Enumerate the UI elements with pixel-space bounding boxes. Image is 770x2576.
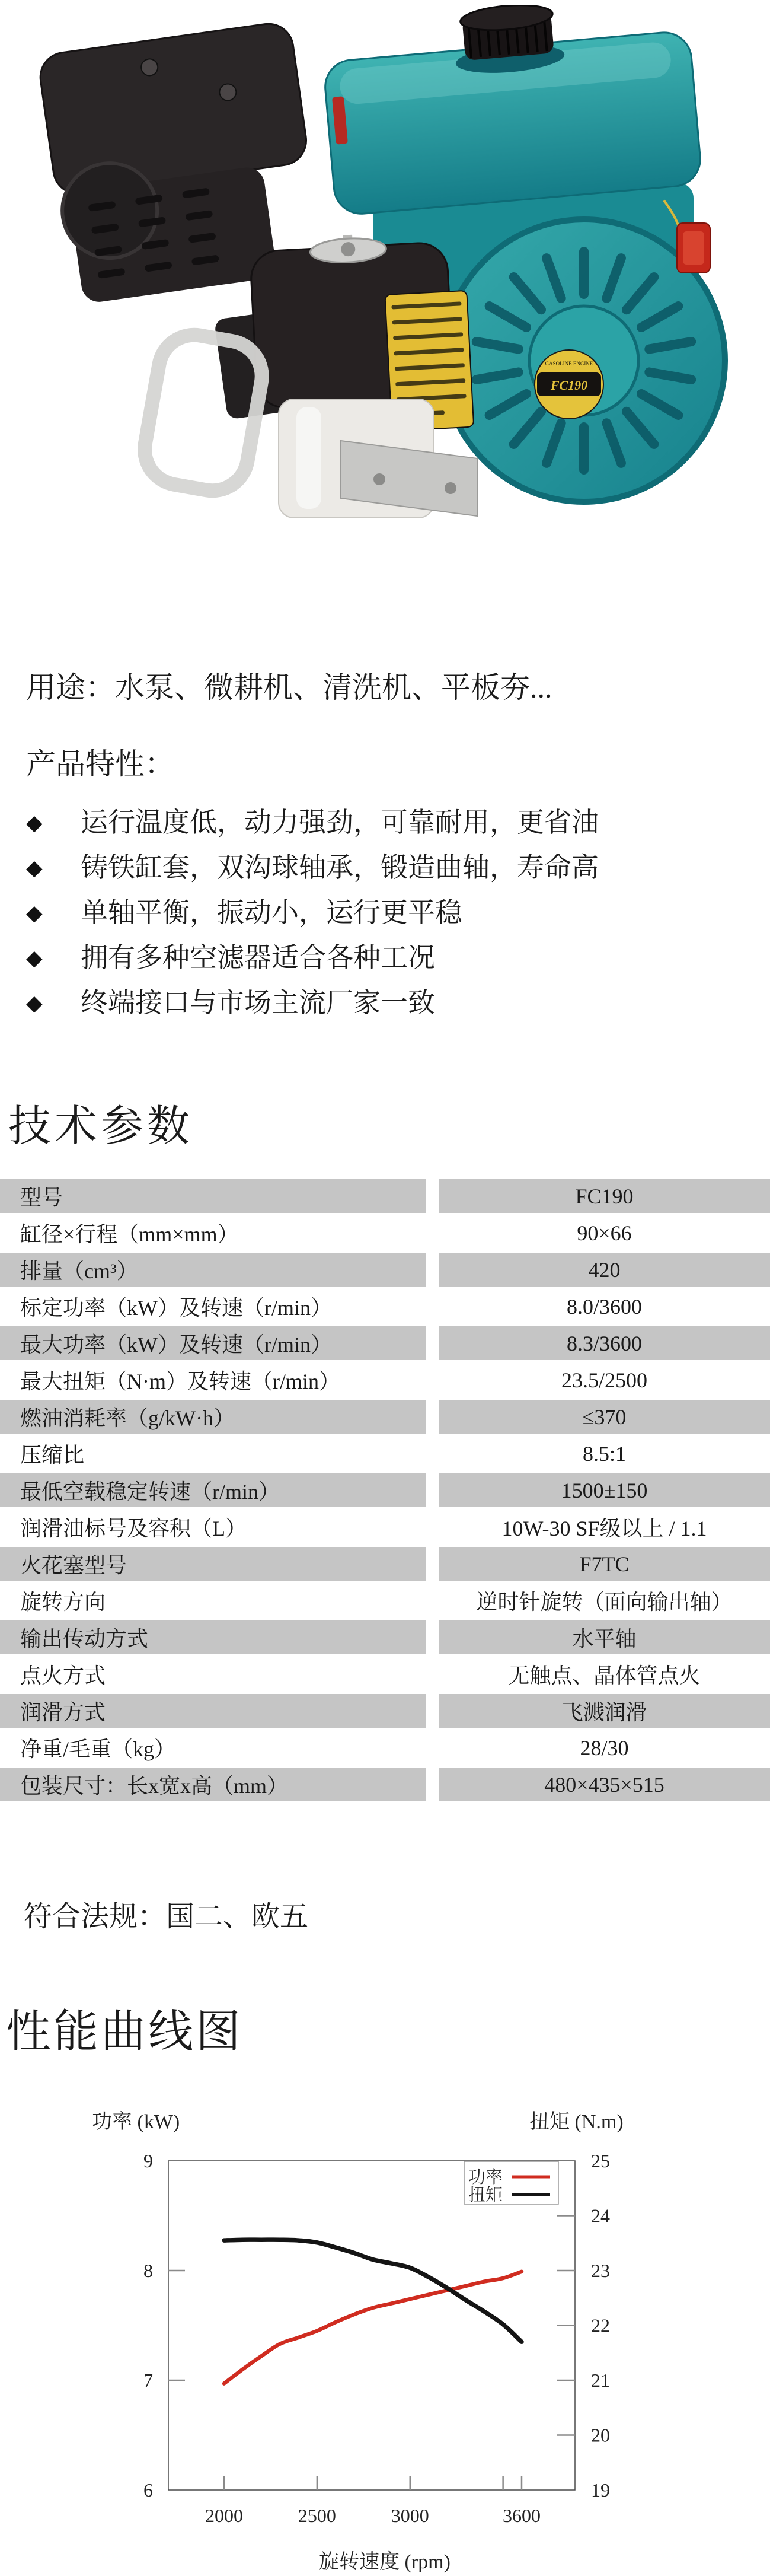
feature-text: 单轴平衡，振动小，运行更平稳	[81, 897, 462, 928]
legend-power-label: 功率	[468, 2168, 503, 2187]
column-gap	[426, 1360, 439, 1400]
column-gap	[426, 1326, 439, 1360]
spec-row	[0, 1179, 770, 1213]
spec-row	[0, 1473, 770, 1507]
chart-legend	[464, 2161, 558, 2205]
svg-text:3000: 3000	[391, 2505, 429, 2526]
column-gap	[426, 1728, 439, 1768]
series-扭矩	[224, 2240, 522, 2342]
spec-value: 10W-30 SF级以上 / 1.1	[439, 1507, 770, 1547]
column-gap	[426, 1179, 439, 1213]
spec-label: 排量（cm³）	[0, 1253, 426, 1287]
svg-text:22: 22	[591, 2314, 610, 2336]
fuel-tank	[319, 5, 702, 216]
spec-value: 28/30	[439, 1728, 770, 1768]
series-功率	[224, 2272, 522, 2384]
spec-label: 最低空载稳定转速（r/min）	[0, 1473, 426, 1507]
plot-border	[168, 2161, 575, 2490]
spec-row	[0, 1326, 770, 1360]
spec-row	[0, 1287, 770, 1326]
spec-value: 水平轴	[439, 1620, 770, 1654]
feature-text: 铸铁缸套，双沟球轴承，锻造曲轴，寿命高	[81, 852, 599, 883]
feature-item	[26, 899, 599, 926]
performance-title: 性能曲线图	[6, 2007, 243, 2057]
spec-label: 旋转方向	[0, 1581, 426, 1620]
svg-text:8: 8	[143, 2260, 153, 2281]
compliance-line: 符合法规：国二、欧五	[24, 1901, 309, 1932]
spec-row	[0, 1547, 770, 1581]
spec-row	[0, 1768, 770, 1801]
svg-text:21: 21	[591, 2370, 610, 2391]
left-axis-title: 功率 (kW)	[92, 2111, 180, 2133]
specs-title: 技术参数	[8, 1103, 194, 1150]
spec-row	[0, 1434, 770, 1473]
svg-text:2500: 2500	[298, 2505, 336, 2526]
spec-value: 8.3/3600	[439, 1326, 770, 1360]
spec-label: 最大功率（kW）及转速（r/min）	[0, 1326, 426, 1360]
svg-text:23: 23	[591, 2260, 610, 2281]
spec-value: 480×435×515	[439, 1768, 770, 1801]
spec-label: 包装尺寸：长x宽x高（mm）	[0, 1768, 426, 1801]
fuel-cap	[459, 5, 556, 61]
column-gap	[426, 1253, 439, 1287]
product-photo	[0, 5, 770, 539]
svg-text:19: 19	[591, 2479, 610, 2501]
x-axis-title: 旋转速度 (rpm)	[319, 2551, 451, 2573]
spec-label: 缸径×行程（mm×mm）	[0, 1213, 426, 1253]
spec-row	[0, 1213, 770, 1253]
column-gap	[426, 1768, 439, 1801]
diamond-bullet-icon: ◆	[26, 991, 43, 1015]
spec-label: 润滑方式	[0, 1694, 426, 1728]
feature-text: 拥有多种空滤器适合各种工况	[81, 942, 435, 973]
brand-label	[535, 350, 603, 419]
column-gap	[426, 1507, 439, 1547]
spec-label: 最大扭矩（N·m）及转速（r/min）	[0, 1360, 426, 1400]
svg-text:7: 7	[143, 2370, 153, 2391]
feature-item	[26, 809, 599, 836]
column-gap	[426, 1581, 439, 1620]
diamond-bullet-icon: ◆	[26, 901, 43, 925]
svg-text:6: 6	[143, 2479, 153, 2501]
spec-value: 无触点、晶体管点火	[439, 1654, 770, 1694]
brand-model-text: FC190	[550, 378, 588, 393]
column-gap	[426, 1620, 439, 1654]
column-gap	[426, 1694, 439, 1728]
features-list	[26, 809, 599, 1017]
spec-value: 1500±150	[439, 1473, 770, 1507]
feature-item	[26, 944, 599, 972]
spec-label: 输出传动方式	[0, 1620, 426, 1654]
spec-label: 标定功率（kW）及转速（r/min）	[0, 1287, 426, 1326]
spec-table	[0, 1179, 770, 1801]
column-gap	[426, 1473, 439, 1507]
spec-row	[0, 1581, 770, 1620]
spec-row	[0, 1253, 770, 1287]
spec-row	[0, 1694, 770, 1728]
spec-value: 逆时针旋转（面向输出轴）	[439, 1581, 770, 1620]
spec-value: 飞溅润滑	[439, 1694, 770, 1728]
spec-value: 23.5/2500	[439, 1360, 770, 1400]
chart-curves	[224, 2240, 522, 2383]
legend-torque-label: 扭矩	[468, 2186, 503, 2205]
spec-value: 8.5:1	[439, 1434, 770, 1473]
spec-value: 8.0/3600	[439, 1287, 770, 1326]
spec-row	[0, 1507, 770, 1547]
spec-label: 火花塞型号	[0, 1547, 426, 1581]
usage-line: 用途：水泵、微耕机、清洗机、平板夯...	[26, 671, 552, 704]
spec-value: FC190	[439, 1179, 770, 1213]
column-gap	[426, 1434, 439, 1473]
spec-label: 点火方式	[0, 1654, 426, 1694]
spec-row	[0, 1400, 770, 1434]
performance-chart	[0, 2076, 770, 2576]
spec-value: 420	[439, 1253, 770, 1287]
column-gap	[426, 1287, 439, 1326]
brand-arc-text: GASOLINE ENGINE	[545, 361, 593, 367]
spec-value: 90×66	[439, 1213, 770, 1253]
spec-row	[0, 1620, 770, 1654]
svg-text:20: 20	[591, 2424, 610, 2446]
axis-ticks	[143, 2150, 610, 2526]
diamond-bullet-icon: ◆	[26, 856, 43, 880]
spec-label: 压缩比	[0, 1434, 426, 1473]
diamond-bullet-icon: ◆	[26, 811, 43, 835]
column-gap	[426, 1400, 439, 1434]
feature-text: 终端接口与市场主流厂家一致	[81, 988, 435, 1018]
feature-text: 运行温度低，动力强劲，可靠耐用，更省油	[81, 807, 599, 838]
spec-label: 润滑油标号及容积（L）	[0, 1507, 426, 1547]
spec-row	[0, 1654, 770, 1694]
column-gap	[426, 1547, 439, 1581]
column-gap	[426, 1213, 439, 1253]
spec-label: 净重/毛重（kg）	[0, 1728, 426, 1768]
svg-text:25: 25	[591, 2150, 610, 2171]
feature-item	[26, 854, 599, 881]
spec-row	[0, 1360, 770, 1400]
svg-text:3600: 3600	[503, 2505, 541, 2526]
column-gap	[426, 1654, 439, 1694]
spec-value: F7TC	[439, 1547, 770, 1581]
diamond-bullet-icon: ◆	[26, 946, 43, 970]
svg-text:24: 24	[591, 2205, 610, 2227]
feature-item	[26, 989, 599, 1017]
spec-label: 燃油消耗率（g/kW·h）	[0, 1400, 426, 1434]
right-axis-title: 扭矩 (N.m)	[529, 2111, 624, 2133]
spec-row	[0, 1728, 770, 1768]
spec-label: 型号	[0, 1179, 426, 1213]
spec-value: ≤370	[439, 1400, 770, 1434]
svg-text:2000: 2000	[205, 2505, 243, 2526]
features-title: 产品特性：	[26, 747, 174, 781]
svg-text:9: 9	[143, 2150, 153, 2171]
